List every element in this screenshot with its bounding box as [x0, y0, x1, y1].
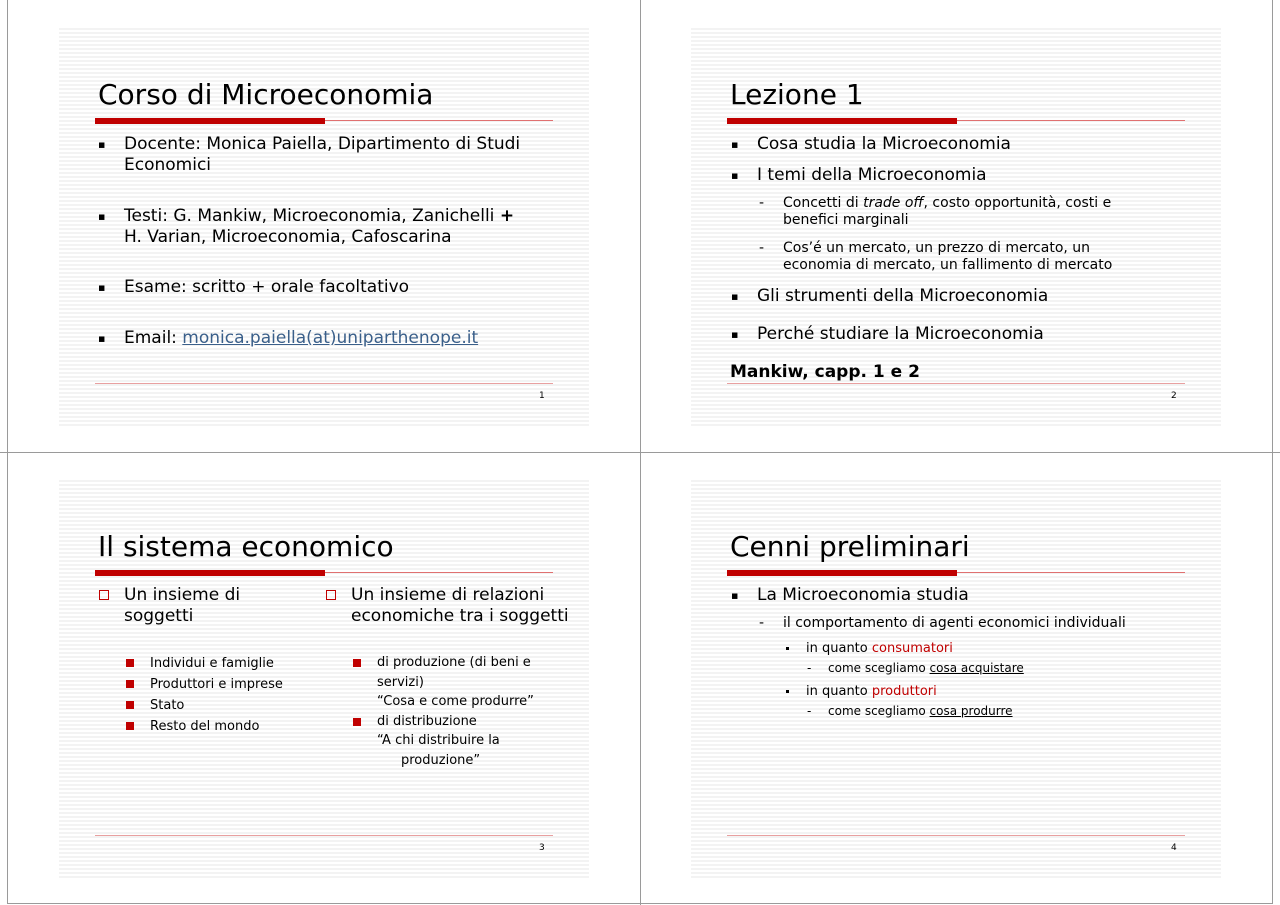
sub-item: - il comportamento di agenti economici individuali	[759, 615, 1126, 631]
bullet-square-icon: ▪	[731, 589, 739, 602]
small-bullet-icon	[786, 690, 789, 693]
slide-title: Corso di Microeconomia	[98, 78, 434, 111]
title-rule	[325, 120, 553, 121]
slide-3	[59, 480, 589, 878]
slide-4	[691, 480, 1221, 878]
dash-icon: -	[807, 661, 812, 675]
bullet-testi: ▪ Testi: G. Mankiw, Microeconomia, Zanichelli + H. Varian, Microeconomia, Cafoscarina	[98, 206, 515, 247]
grid-horizontal-divider	[0, 452, 1280, 453]
dash-icon: -	[807, 704, 812, 718]
bullet-square-icon: ▪	[731, 138, 739, 151]
slide-1	[59, 28, 589, 426]
title-accent-bar	[727, 118, 957, 124]
list-item: di produzione (di beni e servizi) “Cosa e come produrre”	[377, 653, 534, 712]
red-square-icon	[353, 718, 361, 726]
slide-title: Cenni preliminari	[730, 530, 970, 563]
list-item: Produttori e imprese	[150, 674, 283, 695]
dash-icon: -	[759, 195, 765, 211]
right-column-list	[377, 653, 534, 770]
email-link[interactable]: monica.paiella(at)uniparthenope.it	[182, 328, 479, 348]
bullet-item: ▪ La Microeconomia studia	[731, 585, 969, 605]
title-accent-bar	[727, 570, 957, 576]
red-square-icon	[126, 722, 134, 730]
sub-item: - Concetti di trade off, costo opportunità, costi e benefici marginali	[759, 195, 1112, 228]
bullet-square-icon: ▪	[98, 332, 106, 345]
bullet-square-icon: ▪	[98, 281, 106, 294]
page-number: 3	[539, 843, 545, 853]
bullet-esame: ▪ Esame: scritto + orale facoltativo	[98, 277, 410, 297]
bullet-square-icon: ▪	[731, 328, 739, 341]
left-column-list	[150, 653, 283, 737]
bullet-item: ▪ Perché studiare la Microeconomia	[731, 324, 1044, 344]
role-detail: - come scegliamo cosa acquistare	[807, 661, 1024, 675]
slide-title: Il sistema economico	[98, 530, 394, 563]
bullet-email: ▪ Email: monica.paiella(at)uniparthenope.it	[98, 328, 479, 348]
role-item-producers: in quanto produttori	[806, 684, 937, 700]
right-column-heading: Un insieme di relazioni economiche tra i soggetti	[351, 585, 569, 627]
left-column-heading: Un insieme di soggetti	[124, 585, 240, 627]
title-accent-bar	[95, 570, 325, 576]
slide-2	[691, 28, 1221, 426]
small-bullet-icon	[786, 647, 789, 650]
page-number: 4	[1171, 843, 1177, 853]
bullet-item: ▪ I temi della Microeconomia	[731, 165, 987, 185]
role-item-consumers: in quanto consumatori	[806, 641, 953, 657]
title-rule	[957, 120, 1185, 121]
bullet-square-icon: ▪	[731, 169, 739, 182]
red-square-icon	[126, 680, 134, 688]
bullet-item: ▪ Cosa studia la Microeconomia	[731, 134, 1011, 154]
red-square-icon	[126, 659, 134, 667]
bullet-item: ▪ Gli strumenti della Microeconomia	[731, 286, 1049, 306]
footer-rule	[95, 383, 553, 384]
page-number: 1	[539, 391, 545, 401]
red-square-icon	[353, 659, 361, 667]
list-item: Individui e famiglie	[150, 653, 283, 674]
list-item: Stato	[150, 695, 283, 716]
reference-text: Mankiw, capp. 1 e 2	[730, 362, 920, 382]
bullet-square-icon: ▪	[98, 210, 106, 223]
open-square-icon	[99, 590, 109, 600]
footer-rule	[727, 383, 1185, 384]
dash-icon: -	[759, 240, 765, 256]
footer-rule	[95, 835, 553, 836]
footer-rule	[727, 835, 1185, 836]
role-detail: - come scegliamo cosa produrre	[807, 704, 1013, 718]
list-item: di distribuzione “A chi distribuire la produzione”	[377, 712, 534, 771]
title-accent-bar	[95, 118, 325, 124]
red-square-icon	[126, 701, 134, 709]
title-rule	[957, 572, 1185, 573]
bullet-square-icon: ▪	[98, 138, 106, 151]
dash-icon: -	[759, 615, 765, 631]
bullet-square-icon: ▪	[731, 290, 739, 303]
open-square-icon	[326, 590, 336, 600]
sub-item: - Cos’é un mercato, un prezzo di mercato, un economia di mercato, un fallimento di mercato	[759, 240, 1113, 273]
list-item: Resto del mondo	[150, 716, 283, 737]
title-rule	[325, 572, 553, 573]
slide-title: Lezione 1	[730, 78, 864, 111]
page-number: 2	[1171, 391, 1177, 401]
bullet-docente: ▪ Docente: Monica Paiella, Dipartimento di Studi Economici	[98, 134, 521, 175]
